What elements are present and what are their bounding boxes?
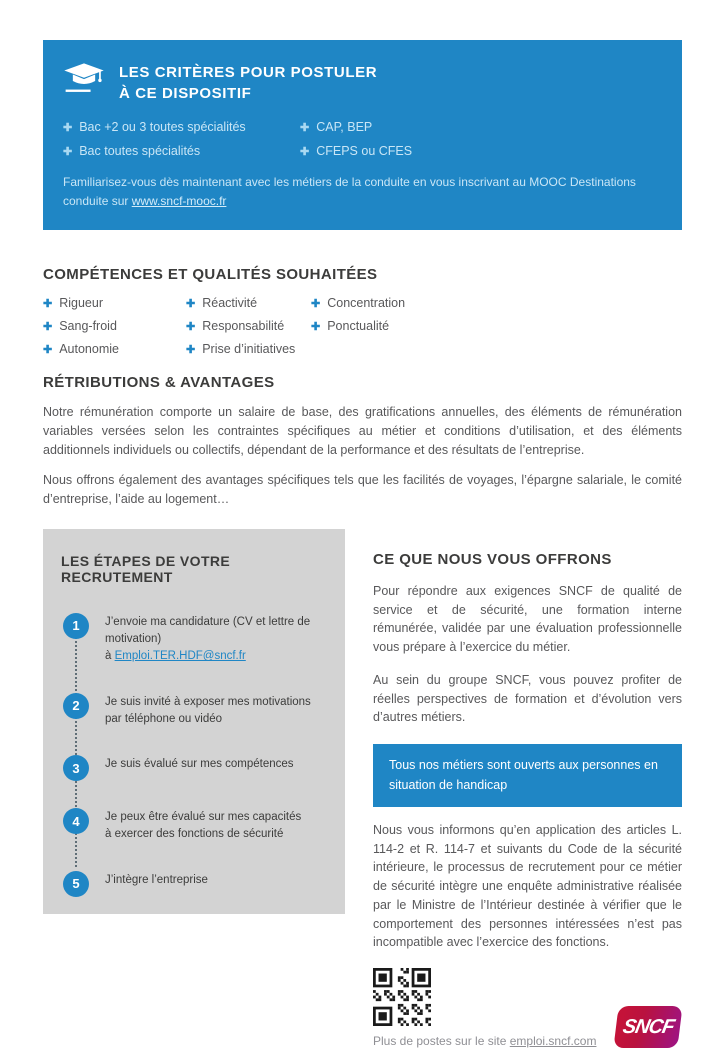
criteria-title-line1: LES CRITÈRES POUR POSTULER [119, 64, 378, 81]
steps-title: LES ÉTAPES DE VOTRE RECRUTEMENT [61, 552, 231, 585]
plus-icon: ✚ [43, 344, 53, 357]
skill-item [43, 296, 186, 310]
recruitment-steps-panel [43, 529, 345, 914]
step-item-3 [63, 755, 327, 781]
criteria-item-label: Bac toutes spécialités [79, 144, 201, 158]
plus-icon: ✚ [186, 344, 196, 357]
application-email-link[interactable]: Emploi.TER.HDF@sncf.fr [114, 650, 246, 663]
criteria-item [300, 144, 666, 158]
skill-label: Concentration [327, 296, 406, 311]
sncf-logo [613, 1006, 682, 1048]
mooc-link[interactable]: www.sncf-mooc.fr [131, 193, 227, 208]
skill-item [311, 319, 682, 333]
criteria-title-line2: À CE DISPOSITIF [119, 85, 252, 102]
plus-icon: ✚ [300, 146, 310, 158]
step-item-2 [63, 693, 327, 729]
skill-label: Ponctualité [327, 319, 390, 334]
step-item-5 [63, 871, 327, 897]
criteria-item-label: CFEPS ou CFES [316, 144, 413, 158]
plus-icon: ✚ [186, 298, 196, 311]
skill-item [186, 342, 311, 356]
jobs-site-link[interactable]: emploi.sncf.com [509, 1034, 597, 1049]
sncf-logo-text: SNCF [620, 1015, 676, 1038]
offer-paragraph-1: Pour répondre aux exigences SNCF de qualité de service et de sécurité, une formation interne rémunérée, validée par une évaluation professionnelle vous prépare à l’exercice du métier. [373, 583, 682, 655]
step-number-badge: 4 [63, 808, 89, 834]
skill-item [43, 319, 186, 333]
step-text: J’intègre l’entreprise [105, 873, 208, 886]
skills-section [43, 266, 682, 356]
skills-title: COMPÉTENCES ET QUALITÉS SOUHAITÉES [43, 266, 378, 284]
skill-item [311, 296, 682, 310]
qr-code [373, 968, 431, 1026]
step-item-1 [63, 613, 327, 666]
skills-grid [43, 296, 682, 356]
plus-icon: ✚ [63, 146, 73, 158]
skill-item [43, 342, 186, 356]
steps-list [63, 613, 327, 897]
document-page [0, 40, 725, 1064]
step-text: Je peux être évalué sur mes capacités à exercer des fonctions de sécurité [105, 811, 302, 841]
graduation-cap-icon [63, 62, 105, 96]
skill-label: Responsabilité [202, 319, 285, 334]
step-text-line: J’envoie ma candidature (CV et lettre de motivation) [105, 615, 311, 646]
skill-label: Prise d’initiatives [202, 342, 296, 357]
plus-icon: ✚ [311, 298, 321, 311]
plus-icon: ✚ [63, 122, 73, 134]
skill-item [186, 296, 311, 310]
step-number-badge: 1 [63, 613, 89, 639]
skill-label: Autonomie [59, 342, 119, 357]
offer-section [373, 529, 682, 1048]
step-item-4 [63, 808, 327, 844]
retributions-title: RÉTRIBUTIONS & AVANTAGES [43, 374, 275, 392]
criteria-footer [59, 173, 666, 210]
criteria-items [59, 120, 666, 158]
plus-icon: ✚ [43, 298, 53, 311]
step-number-badge: 2 [63, 693, 89, 719]
more-jobs-label: Plus de postes sur le site [373, 1034, 507, 1049]
criteria-item [300, 120, 666, 134]
step-number-badge: 3 [63, 755, 89, 781]
plus-icon: ✚ [300, 122, 310, 134]
handicap-callout: Tous nos métiers sont ouverts aux personnes en situation de handicap [373, 744, 682, 807]
step-text [105, 613, 327, 666]
skill-item [186, 319, 311, 333]
criteria-footer-text: Familiarisez-vous dès maintenant avec les métiers de la conduite en vous inscrivant au MOOC Destinations conduite sur [63, 175, 636, 208]
offer-paragraph-2: Au sein du groupe SNCF, vous pouvez profiter de réelles perspectives de formation et d’évolution vers d’autres métiers. [373, 672, 682, 725]
more-jobs-text [373, 1034, 596, 1048]
retributions-section [43, 374, 682, 509]
criteria-item [63, 120, 300, 134]
skill-label: Réactivité [202, 296, 258, 311]
criteria-box [43, 40, 682, 230]
plus-icon: ✚ [186, 321, 196, 334]
criteria-title [119, 60, 377, 104]
offer-paragraph-3: Nous vous informons qu’en application des articles L. 114-2 et R. 114-7 et suivants du Code de la sécurité intérieure, le processus de recrutement pour ce métier de sécurité intègre une enquête administrative réalisée par le Ministre de l’Intérieur destinée à vérifier que le comportement des personnes intéressées n’est pas incompatible avec l’exercice des fonctions. [373, 822, 682, 950]
step-number-badge: 5 [63, 871, 89, 897]
retributions-paragraph-1: Notre rémunération comporte un salaire de base, des gratifications annuelles, des éléments de rémunération variables versées selon les contraintes spécifiques au métier et conditions d’utilisation, et des éléments additionnels individuels ou collectifs, dépendant de la performance et des résultats de l’entreprise. [43, 405, 682, 457]
skill-label: Sang-froid [59, 319, 117, 334]
step-text-prefix: à [105, 650, 112, 663]
retributions-paragraph-2: Nous offrons également des avantages spécifiques tels que les facilités de voyages, l’épargne salariale, le comité d’entreprise, l’aide au logement… [43, 473, 682, 507]
step-text: Je suis invité à exposer mes motivations par téléphone ou vidéo [105, 695, 311, 725]
plus-icon: ✚ [311, 321, 321, 334]
criteria-item [63, 144, 300, 158]
criteria-item-label: CAP, BEP [316, 120, 373, 134]
criteria-item-label: Bac +2 ou 3 toutes spécialités [79, 120, 246, 134]
offer-title: CE QUE NOUS VOUS OFFRONS [373, 550, 612, 568]
skill-label: Rigueur [59, 296, 103, 311]
step-text: Je suis évalué sur mes compétences [105, 758, 294, 771]
plus-icon: ✚ [43, 321, 53, 334]
footer-row [373, 968, 682, 1048]
